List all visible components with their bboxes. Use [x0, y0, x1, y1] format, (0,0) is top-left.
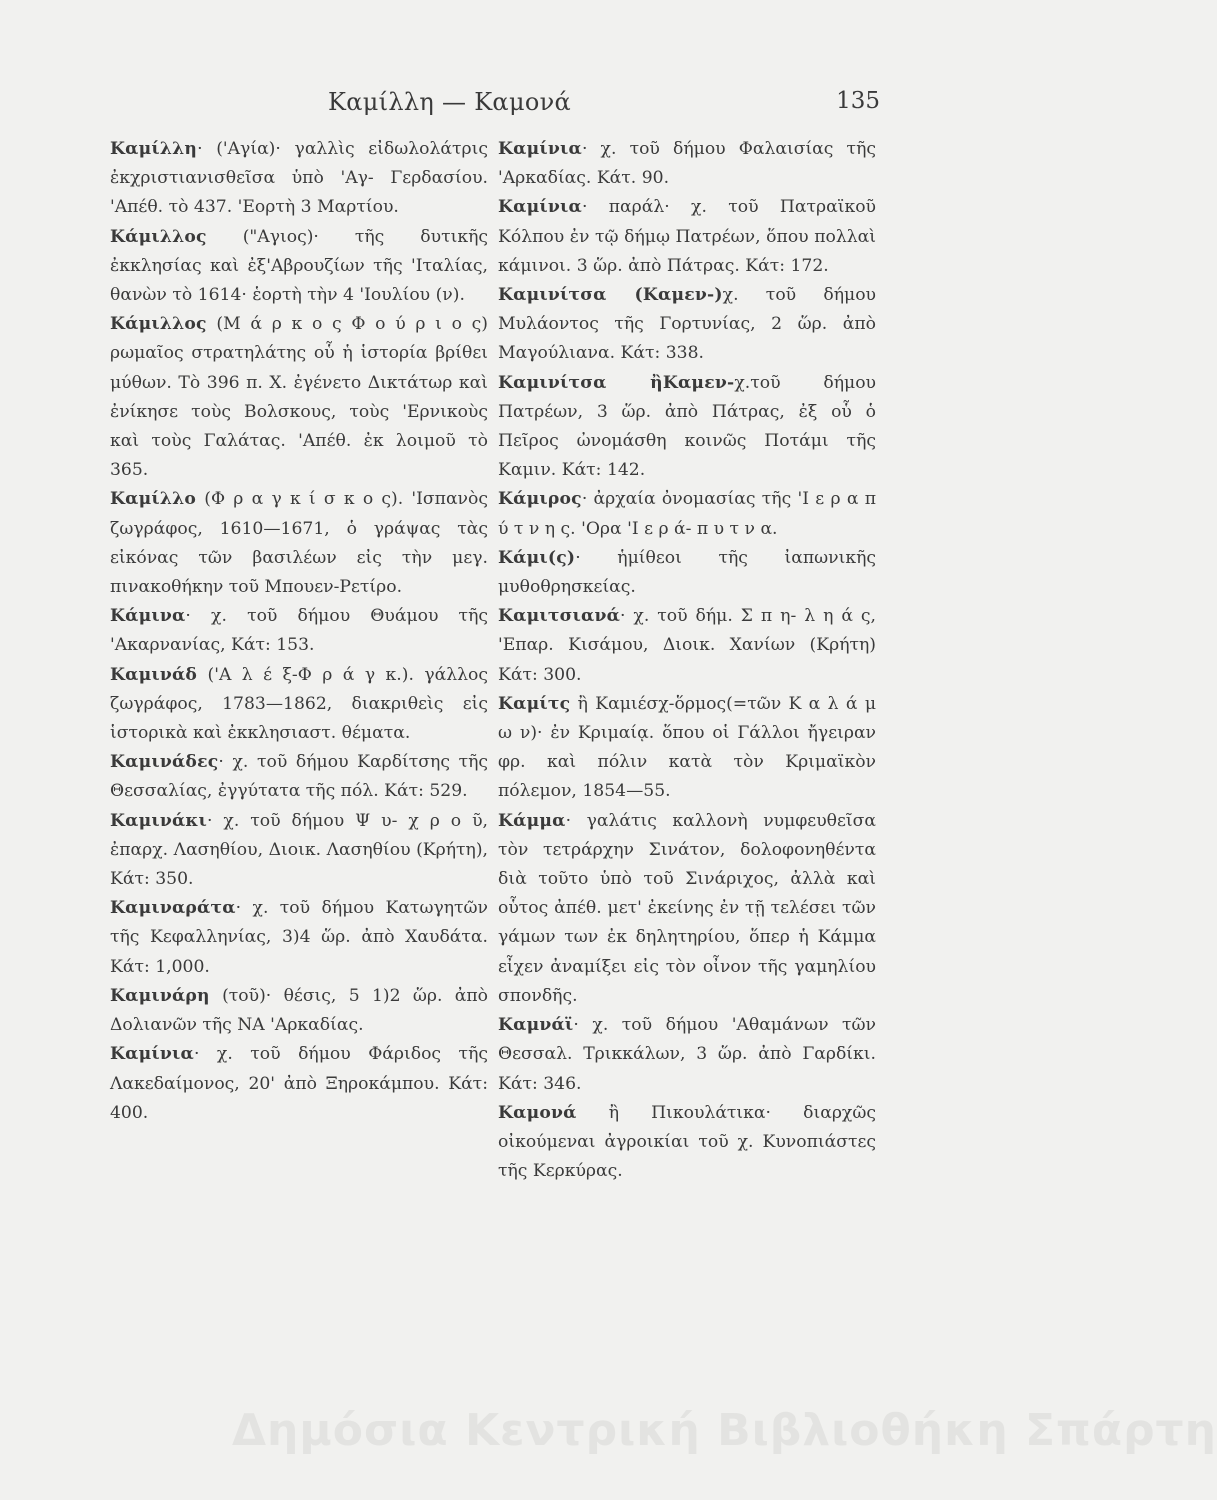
entry-headword: Κάμιλλος [110, 226, 207, 247]
entry-headword: Καμινάδ [110, 664, 198, 685]
entry-definition: (Φ ρ α γ κ ί σ κ ο ς). 'Ισπανὸς ζωγράφος, 1610—1671, ὁ γράψας τὰς εἰκόνας τῶν βασιλέων εἰς τὴν μεγ. πινακοθήκην τοῦ Μπουεν-Ρετίρο. [110, 489, 488, 598]
entry-headword: Κάμινα [110, 606, 186, 627]
entry-headword: Καμονά [498, 1102, 577, 1123]
entry-definition: · ἀρχαία ὀνομασίας τῆς 'Ι ε ρ α π ύ τ ν η ς. 'Ορα 'Ι ε ρ ά- π υ τ ν α. [498, 489, 876, 539]
dictionary-entry [498, 602, 876, 690]
page-header [110, 88, 880, 128]
entry-definition: χ.τοῦ δήμου Πατρέων, 3 ὥρ. ἀπὸ Πάτρας, ἐξ οὗ ὁ Πεῖρος ὠνομάσθη κοινῶς Ποτάμι τῆς Καμιν. Κάτ: 142. [498, 372, 877, 481]
entry-definition: (τοῦ)· θέσις, 5 1)2 ὥρ. ἀπὸ Δολιανῶν τῆς ΝΑ 'Αρκαδίας. [110, 985, 488, 1036]
dictionary-entry [110, 982, 488, 1040]
dictionary-entry [110, 135, 488, 223]
entry-definition: χ. τοῦ δήμου Μυλάοντος τῆς Γορτυνίας, 2 ὥρ. ἀπὸ Μαγούλιανα. Κάτ: 338. [498, 285, 876, 364]
entry-definition: · χ. τοῦ δήμου Καρδίτσης τῆς Θεσσαλίας, ἐγγύτατα τῆς πόλ. Κάτ: 529. [110, 752, 488, 802]
entry-headword: Καμίνια [498, 139, 582, 159]
entry-headword: Καμιτσιανά [498, 606, 620, 627]
entry-headword: Καμίνια [498, 197, 582, 218]
entry-definition: · χ. τοῦ δήμου Ψ υ- χ ρ ο ῦ, ἐπαρχ. Λασηθίου, Διοικ. Λασηθίου (Κρήτη), Κάτ: 350. [110, 810, 488, 890]
dictionary-entry [498, 807, 876, 1011]
library-watermark: Δημόσια Κεντρική Βιβλιοθήκη Σπάρτη [232, 1405, 1217, 1456]
entry-headword: Καμινάκι [110, 810, 208, 831]
dictionary-entry [110, 807, 488, 895]
entry-headword: Καμινάδες [110, 752, 219, 773]
dictionary-entry [110, 1040, 488, 1128]
dictionary-entry [498, 281, 876, 369]
dictionary-entry [498, 1011, 876, 1099]
entry-definition: · χ. τοῦ δήμου Φάριδος τῆς Λακεδαίμονος, 20' ἀπὸ Ξηροκάμπου. Κάτ: 400. [110, 1044, 488, 1123]
dictionary-entry [498, 690, 876, 807]
entry-definition: ἢ Καμιέσχ-ὅρμος(=τῶν Κ α λ ά μ ω ν)· ἐν Κριμαίᾳ. ὅπου οἱ Γάλλοι ἤγειραν φρ. καὶ πόλιν κατὰ τὸν Κριμαϊκὸν πόλεμον, 1854—55. [498, 693, 876, 802]
entry-headword: Καμίτς [498, 693, 571, 714]
entry-definition: · χ. τοῦ δήμου Φαλαισίας τῆς 'Αρκαδίας. Κάτ. 90. [498, 139, 876, 189]
entry-headword: Κάμιρος [498, 489, 582, 510]
entry-headword: Καμινάρη [110, 985, 210, 1006]
entry-definition: · ('Αγία)· γαλλὶς εἰδωλολάτρις ἐκχριστιανισθεῖσα ὑπὸ 'Αγ- Γερδασίου. 'Απέθ. τὸ 437. 'Εορτὴ 3 Μαρτίου. [110, 139, 488, 218]
entry-headword: Κάμιλλος [110, 314, 207, 335]
dictionary-entry [110, 485, 488, 602]
dictionary-entry [110, 894, 488, 982]
entry-definition: · ἡμίθεοι τῆς ἰαπωνικῆς μυθοθρησκείας. [498, 547, 876, 598]
entry-headword: Καμινίτσα (Καμεν-) [498, 285, 723, 306]
dictionary-entry [110, 223, 488, 311]
entry-headword: Καμνάϊ [498, 1015, 574, 1036]
entry-definition: · χ. τοῦ δήμου Θυάμου τῆς 'Ακαρνανίας, Κάτ: 153. [110, 606, 488, 656]
entry-definition: (Μ ά ρ κ ο ς Φ ο ύ ρ ι ο ς) ρωμαῖος στρατηλάτης οὗ ἡ ἱστορία βρίθει μύθων. Τὸ 396 π. Χ. ἐγένετο Δικτάτωρ καὶ ἐνίκησε τοὺς Βολσκους, τοὺς 'Ερνικοὺς καὶ τοὺς Γαλάτας. 'Απέθ. ἐκ λοιμοῦ τὸ 365. [110, 314, 488, 481]
dictionary-entry [498, 544, 876, 602]
entry-definition: ἢ Πικουλάτικα· διαρχῶς οἰκούμεναι ἀγροικίαι τοῦ χ. Κυνοπιάστες τῆς Κερκύρας. [498, 1102, 876, 1182]
entry-definition: · γαλάτις καλλονὴ νυμφευθεῖσα τὸν τετράρχην Σινάτον, δολοφονηθέντα διὰ τοῦτο ὑπὸ τοῦ Σινάριχος, ἀλλὰ καὶ οὗτος ἀπέθ. μετ' ἐκείνης ἐν τῇ τελέσει τῶν γάμων των ἐκ δηλητηρίου, ὅπερ ἡ Κάμμα εἶχεν ἀναμίξει εἰς τὸν οἶνον τῆς γαμηλίου σπονδῆς. [498, 810, 876, 1006]
dictionary-entry [498, 1099, 876, 1187]
entry-headword: Καμίλλο [110, 489, 197, 510]
entry-headword: Κάμι(ς) [498, 547, 576, 568]
dictionary-entry [498, 485, 876, 543]
left-column [110, 135, 488, 1128]
entry-headword: Καμιναράτα [110, 898, 236, 919]
dictionary-entry [498, 135, 876, 193]
dictionary-entry [110, 748, 488, 806]
entry-definition: ('Α λ έ ξ-Φ ρ ά γ κ.). γάλλος ζωγράφος, 1783—1862, διακριθεὶς εἰς ἱστορικὰ καὶ ἐκκλησιαστ. θέματα. [110, 664, 488, 744]
entry-headword: Καμίνια [110, 1044, 194, 1065]
dictionary-entry [110, 661, 488, 749]
page-number: 135 [836, 88, 880, 114]
entry-definition: · παράλ· χ. τοῦ Πατραϊκοῦ Κόλπου ἐν τῷ δήμῳ Πατρέων, ὅπου πολλαὶ κάμινοι. 3 ὥρ. ἀπὸ Πάτρας. Κάτ: 172. [498, 197, 876, 276]
dictionary-entry [110, 602, 488, 660]
entry-headword: Καμινίτσα ἢΚαμεν- [498, 372, 735, 393]
entry-headword: Κάμμα [498, 810, 566, 831]
entry-headword: Καμίλλη [110, 139, 198, 159]
entry-definition: · χ. τοῦ δήμου 'Αθαμάνων τῶν Θεσσαλ. Τρικκάλων, 3 ὥρ. ἀπὸ Γαρδίκι. Κάτ: 346. [498, 1015, 876, 1094]
dictionary-entry [498, 193, 876, 281]
entry-definition: · χ. τοῦ δήμου Κατωγητῶν τῆς Κεφαλληνίας, 3)4 ὥρ. ἀπὸ Χαυδάτα. Κάτ: 1,000. [110, 898, 488, 977]
entry-definition: · χ. τοῦ δήμ. Σ π η- λ η ά ς, 'Επαρ. Κισάμου, Διοικ. Χανίων (Κρήτη) Κάτ: 300. [498, 606, 876, 685]
dictionary-entry [110, 310, 488, 485]
running-head: Καμίλλη — Καμονά [328, 88, 571, 116]
dictionary-entry [498, 369, 876, 486]
entry-definition: ("Αγιος)· τῆς δυτικῆς ἐκκλησίας καὶ ἐξ'Αβρουζίων τῆς 'Ιταλίας, θανὼν τὸ 1614· ἑορτὴ τὴν 4 'Ιουλίου (ν). [110, 226, 488, 306]
right-column [498, 135, 876, 1186]
